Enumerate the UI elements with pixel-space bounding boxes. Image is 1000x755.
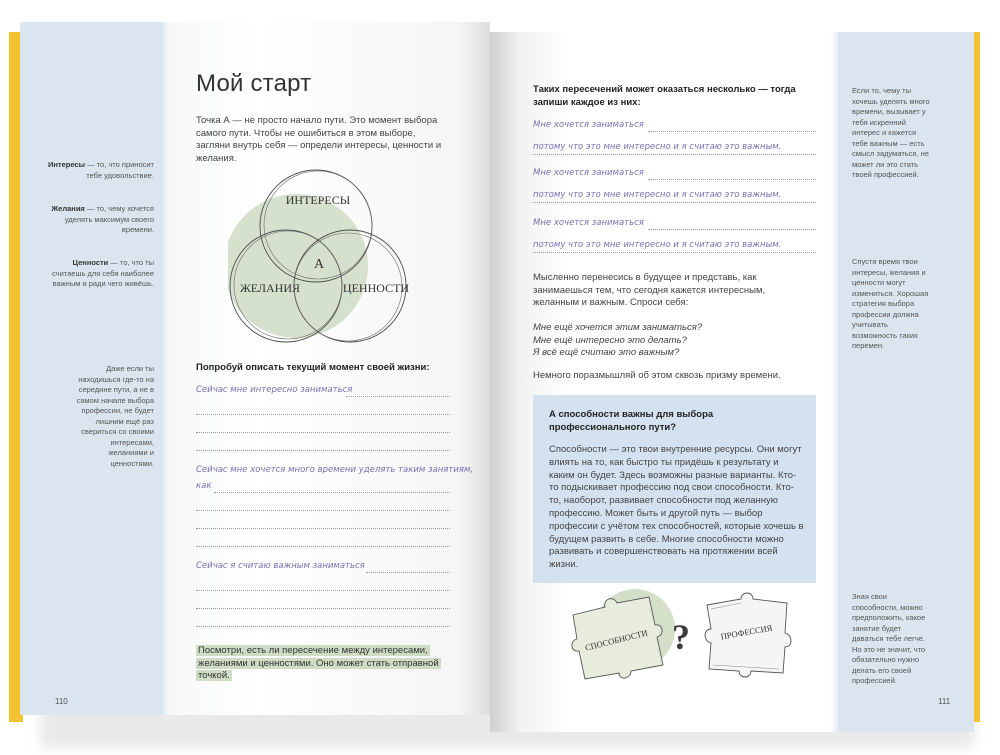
gloss-values [38, 258, 154, 290]
puzzle-label-profession: ПРОФЕССИЯ [719, 622, 774, 642]
infobox-body: Способности — это твои внутренние ресурсы. Они могут влиять на то, как быстро ты придёшь к результату и каким он будет. Здесь возможны разные варианты. Кто-то подыскивает профессию под свои способности. Кто-то, наоборот, развивает способности под желанную профессию. Может быть и другой путь — выбор профессии с учётом тех способностей, которые хочешь в будущем развить в себе. Многие способности можно развивать и совершенствовать на протяжении всей жизни. [549, 444, 804, 571]
prompt-want-1: Мне хочется заниматься [533, 120, 644, 130]
page-number-right: 111 [938, 697, 951, 706]
write-line[interactable] [196, 432, 450, 433]
infobox-title: А способности важны для выбора профессионального пути? [549, 409, 714, 433]
reflect-text: Немного поразмышляй об этом сквозь призму времени. [533, 370, 781, 381]
gloss-values-term: Ценности [72, 258, 109, 267]
page-title: Мой старт [196, 70, 312, 97]
prompt-time: Сейчас мне хочется много времени уделять таким занятиям, [196, 465, 474, 475]
puzzle-label-abilities: СПОСОБНОСТИ [583, 627, 649, 653]
venn-label-desires: ЖЕЛАНИЯ [239, 281, 301, 295]
write-line[interactable] [196, 450, 450, 451]
venn-label-values: ЦЕННОСТИ [342, 281, 410, 295]
gloss-middle-note: Даже если ты находишься где-то на середине пути, а не в самом начале выбора профессии, не будет лишним ещё раз свериться со своими интересами, желаниями и ценностями. [76, 364, 154, 468]
gloss-interests-def: — то, что приносит тебе удовольствие. [85, 160, 154, 180]
write-line[interactable] [196, 414, 450, 415]
write-line[interactable] [196, 626, 450, 627]
prompt-because-2: потому что это мне интересно и я считаю это важным. [533, 190, 782, 200]
question-3: Я всё ещё считаю это важным? [533, 347, 680, 358]
highlight-note [196, 645, 446, 683]
prompt-time-cont: как [196, 481, 212, 491]
gloss-desires-term: Желания [51, 204, 85, 213]
question-mark: ? [672, 617, 690, 657]
gloss-desires [38, 204, 154, 236]
page-number-left: 110 [55, 697, 68, 706]
write-line[interactable] [648, 179, 816, 180]
right-heading: Таких пересечений может оказаться несколько — тогда запиши каждое из них: [533, 84, 796, 108]
task-heading: Попробуй описать текущий момент своей жизни: [196, 362, 430, 373]
gloss-values-def: — то, что ты считаешь для себя наиболее важным и ради чего живёшь. [52, 258, 154, 288]
prompt-interest: Сейчас мне интересно заниматься [196, 385, 353, 395]
right-gloss-2: Спустя время твои интересы, желания и ценности могут измениться. Хорошая стратегия выбора профессии должна учитывать возможность таких перемен. [852, 257, 929, 350]
venn-label-center: А [313, 257, 325, 272]
puzzle-illustration [565, 585, 800, 685]
highlight-note-text: Посмотри, есть ли пересечение между интересами, желаниями и ценностями. Оно может стать отправной точкой. [198, 645, 439, 681]
write-line[interactable] [196, 546, 450, 547]
write-line[interactable] [196, 510, 450, 511]
write-line[interactable] [346, 396, 450, 397]
intro-text: Точка А — не просто начало пути. Это момент выбора самого пути. Чтобы не ошибиться в этом выборе, загляни внутрь себя — определи интересы, ценности и желания. [196, 115, 442, 164]
right-gloss-3: Зная свои способности, можно предположить, какое занятие будет даваться тебе легче. Но это не значит, что обязательно нужно делать его своей профессией. [852, 592, 926, 685]
write-line[interactable] [366, 572, 450, 573]
question-2: Мне ещё интересно это делать? [533, 334, 687, 346]
prompt-because-3: потому что это мне интересно и я считаю это важным. [533, 240, 782, 250]
write-line[interactable] [196, 590, 450, 591]
write-line[interactable] [533, 252, 816, 253]
gloss-interests-term: Интересы [48, 160, 86, 169]
write-line[interactable] [214, 492, 450, 493]
prompt-important: Сейчас я считаю важным заниматься [196, 561, 365, 571]
write-line[interactable] [196, 528, 450, 529]
write-line[interactable] [533, 202, 816, 203]
gloss-desires-def: — то, чему хочется уделять максимум своего времени. [64, 204, 154, 234]
abilities-infobox [533, 395, 816, 583]
write-line[interactable] [648, 229, 816, 230]
future-text: Мысленно перенесись в будущее и представь, как занимаешься тем, что сегодня кажется интересным, желанным и важным. Спроси себя: [533, 272, 766, 308]
question-1: Мне ещё хочется этим заниматься? [533, 322, 703, 333]
question-list [533, 322, 702, 360]
prompt-want-2: Мне хочется заниматься [533, 168, 644, 178]
venn-diagram [228, 168, 418, 348]
venn-label-interests: ИНТЕРЕСЫ [285, 193, 351, 207]
write-line[interactable] [648, 131, 816, 132]
right-gloss-1: Если то, чему ты хочешь уделять много времени, вызывает у тебя искренний интерес и кажется тебе важным — есть смысл задуматься, не может ли это стать твоей профессией. [852, 86, 930, 179]
write-line[interactable] [533, 154, 816, 155]
gloss-interests [38, 160, 154, 181]
write-line[interactable] [196, 608, 450, 609]
prompt-because-1: потому что это мне интересно и я считаю это важным. [533, 142, 782, 152]
prompt-want-3: Мне хочется заниматься [533, 218, 644, 228]
